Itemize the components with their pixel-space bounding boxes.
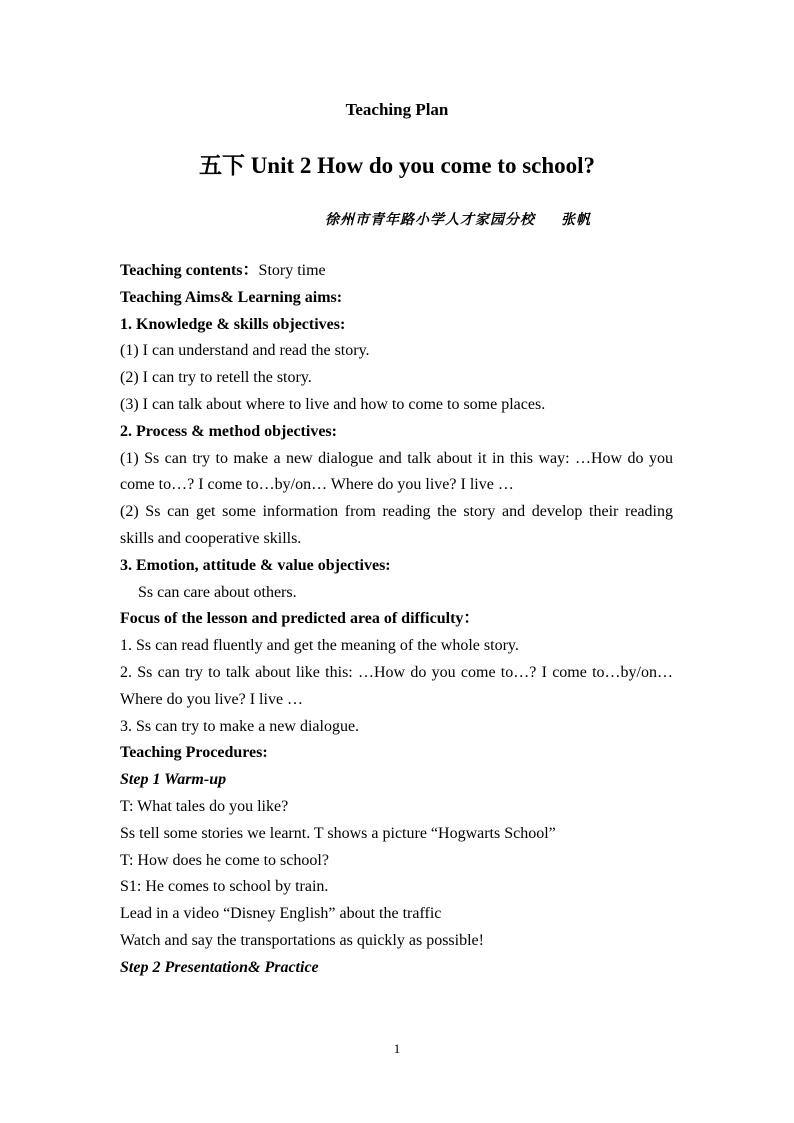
knowledge-item-3: (3) I can talk about where to live and how to come to some places. <box>120 395 546 413</box>
process-item-1: (1) Ss can try to make a new dialogue and talk about it in this way: …How do you come to…? I come to…by/on… Where do you live? I live … <box>120 449 673 494</box>
knowledge-item-2: (2) I can try to retell the story. <box>120 369 312 387</box>
author-line <box>325 209 591 229</box>
process-item-2: (2) Ss can get some information from reading the story and develop their reading skills and cooperative skills. <box>120 503 673 547</box>
teaching-contents <box>120 258 673 285</box>
step1-line-5: Lead in a video “Disney English” about the traffic <box>120 905 442 923</box>
focus-heading: Focus of the lesson and predicted area of difficulty： <box>120 610 480 628</box>
focus-item-3: 3. Ss can try to make a new dialogue. <box>120 717 360 735</box>
focus-item-1: 1. Ss can read fluently and get the meaning of the whole story. <box>120 637 519 655</box>
contents-value: Story time <box>258 262 326 279</box>
step1-line-1: T: What tales do you like? <box>120 797 289 815</box>
page-number: 1 <box>393 1041 401 1056</box>
document-title: Teaching Plan <box>345 100 449 119</box>
emotion-heading: 3. Emotion, attitude & value objectives: <box>120 556 391 574</box>
lesson-subtitle: 五下 Unit 2 How do you come to school? <box>198 153 596 178</box>
step1-line-3: T: How does he come to school? <box>120 851 329 869</box>
step1-line-4: S1: He comes to school by train. <box>120 878 329 896</box>
procedures-heading: Teaching Procedures: <box>120 744 268 762</box>
step1-line-2: Ss tell some stories we learnt. T shows a picture “Hogwarts School” <box>120 824 556 842</box>
aims-heading: Teaching Aims& Learning aims: <box>120 288 343 306</box>
step1-line-6: Watch and say the transportations as quickly as possible! <box>120 931 484 949</box>
knowledge-heading: 1. Knowledge & skills objectives: <box>120 315 346 333</box>
emotion-text: Ss can care about others. <box>138 583 297 601</box>
step1-heading: Step 1 Warm-up <box>120 771 227 789</box>
focus-item-2: 2. Ss can try to talk about like this: …How do you come to…? I come to…by/on… Where do you live? I live … <box>120 663 673 708</box>
contents-label: Teaching contents： <box>120 262 259 279</box>
document-body <box>120 258 673 982</box>
step2-heading: Step 2 Presentation& Practice <box>120 958 319 976</box>
process-heading: 2. Process & method objectives: <box>120 422 337 440</box>
author-school: 徐州市青年路小学人才家园分校 <box>325 213 535 228</box>
author-name: 张帆 <box>561 213 591 228</box>
knowledge-item-1: (1) I can understand and read the story. <box>120 342 370 360</box>
